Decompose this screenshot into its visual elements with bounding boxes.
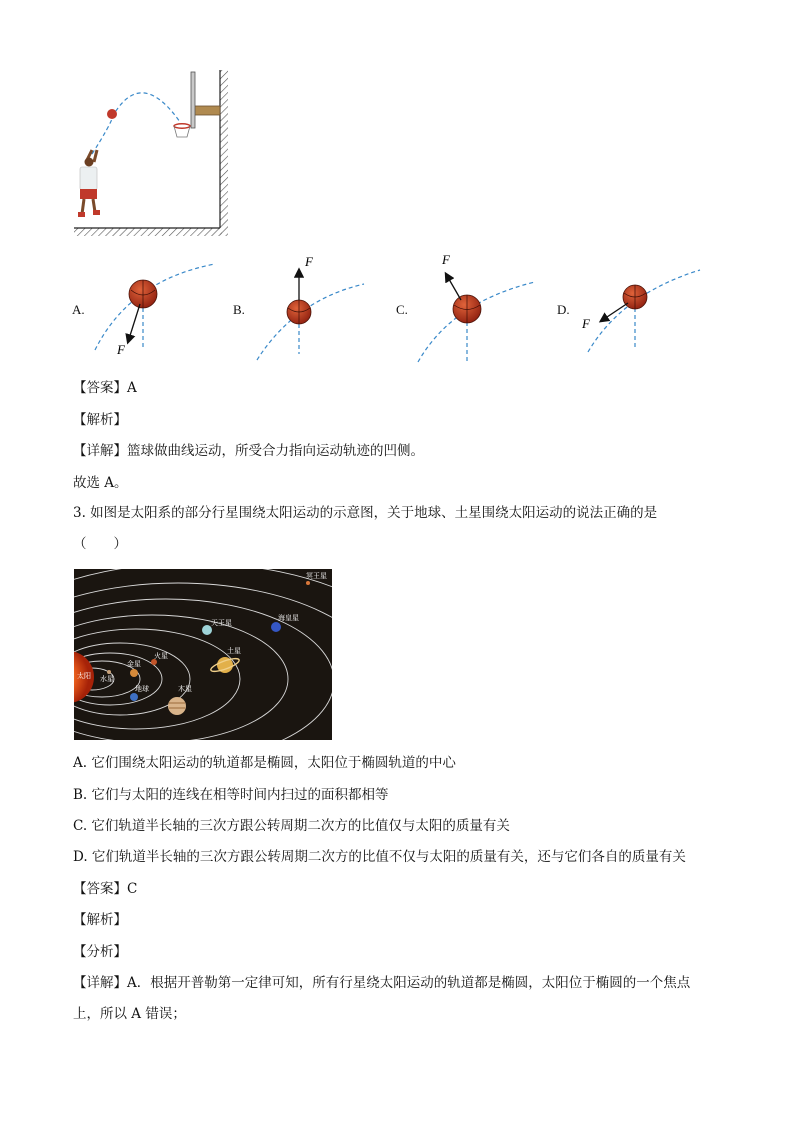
q3-option-c: C. 它们轨道半长轴的三次方跟公转周期二次方的比值仅与太阳的质量有关 [73,818,510,834]
option-a-label: A. [72,302,85,317]
wall-hatch [220,70,228,236]
option-c-figure [418,252,535,362]
label-uranus: 天王星 [211,619,232,627]
q2-analysis-label: 【解析】 [73,412,127,428]
force-label-a: F [117,342,125,357]
options-figures [80,250,720,370]
basketball [107,109,117,119]
force-label-d: F [582,316,590,331]
space-background [74,569,332,740]
q3-blank: （ ） [73,536,127,552]
force-label-c: F [442,252,450,267]
q3-analysis-label: 【解析】 [73,912,127,928]
q3-answer: 【答案】C [73,881,138,897]
q3-option-a: A. 它们围绕太阳运动的轨道都是椭圆，太阳位于椭圆轨道的中心 [73,755,456,771]
q3-detail-line1: 【详解】A．根据开普勒第一定律可知，所有行星绕太阳运动的轨道都是椭圆，太阳位于椭圆的一个焦点 [73,975,691,991]
label-venus: 金星 [127,660,141,668]
planet-mercury [107,670,111,674]
q3-option-d: D. 它们轨道半长轴的三次方跟公转周期二次方的比值不仅与太阳的质量有关，还与它们各自的质量有关 [73,849,686,865]
label-saturn: 土星 [227,647,241,655]
q2-conclusion: 故选 A。 [73,475,128,491]
solar-system-figure [74,569,332,740]
q3-detail-line2: 上，所以 A 错误； [73,1006,186,1022]
label-jupiter: 木星 [178,685,192,693]
label-neptune: 海皇星 [278,614,299,622]
backboard-support [194,106,220,115]
option-c-label: C. [396,302,408,317]
planet-jupiter [168,697,186,715]
q3-stem: 3. 如图是太阳系的部分行星围绕太阳运动的示意图，关于地球、土星围绕太阳运动的说法正确的是 [73,505,658,521]
label-mars: 火星 [154,652,168,660]
option-a-figure [95,264,215,357]
option-b-figure [257,254,364,360]
planet-neptune [271,622,281,632]
q3-option-b: B. 它们与太阳的连线在相等时间内扫过的面积都相等 [73,787,389,803]
option-d-figure [581,270,700,352]
q3-analysis-sub: 【分析】 [73,944,127,960]
q2-detail: 【详解】篮球做曲线运动，所受合力指向运动轨迹的凹侧。 [73,443,424,459]
label-pluto: 冥王星 [306,572,327,580]
basketball-shot-figure [70,66,235,242]
ground-hatch [74,228,222,236]
option-d-label: D. [557,302,570,317]
option-b-label: B. [233,302,245,317]
planet-earth [130,693,138,701]
q2-answer: 【答案】A [73,380,137,396]
ball-trajectory [92,93,180,154]
planet-pluto [306,581,310,585]
force-label-b: F [305,254,313,269]
player [78,150,100,217]
label-sun: 太阳 [77,672,91,680]
label-earth: 地球 [135,685,149,693]
label-mercury: 水星 [100,675,114,683]
backboard [191,72,195,128]
planet-venus [130,669,138,677]
hoop-rim [174,124,190,128]
